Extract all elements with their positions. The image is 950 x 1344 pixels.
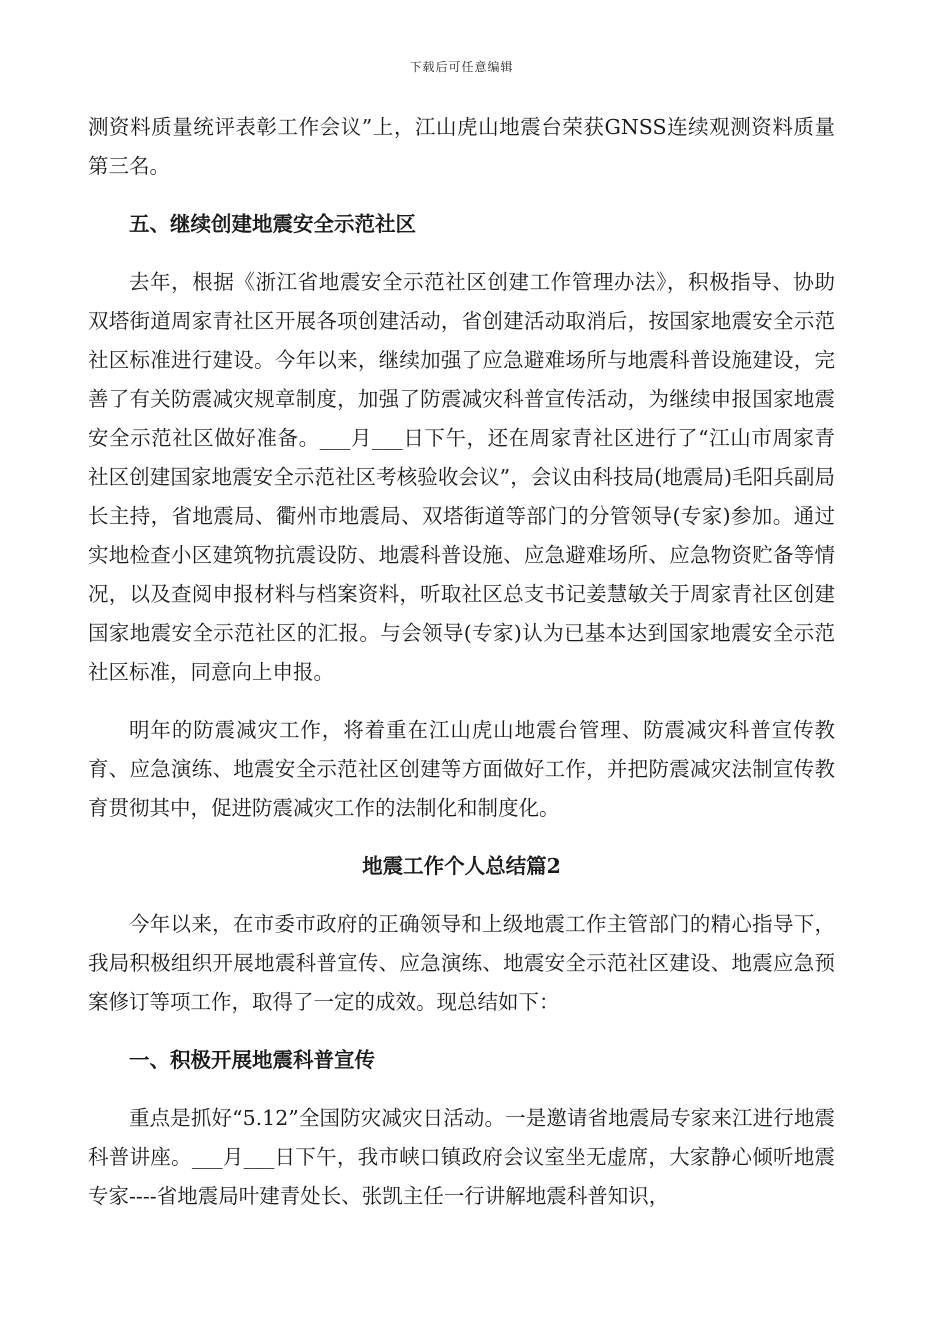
section-heading-5: 五、继续创建地震安全示范社区 bbox=[129, 212, 416, 236]
paragraph-community: 去年，根据《浙江省地震安全示范社区创建工作管理办法》，积极指导、协助双塔街道周家青社区开展各项创建活动，省创建活动取消后，按国家地震安全示范社区标准进行建设。今年以来，继续加强了应急避难场所与地震科普设施建设，完善了有关防震减灾规章制度，加强了防震减灾科普宣传活动，为继续申报国家地震安全示范社区做好准备。___月___日下午，还在周家青社区进行了“江山市周家青社区创建国家地震安全示范社区考核验收会议”，会议由科技局(地震局)毛阳兵副局长主持，省地震局、衢州市地震局、双塔街道等部门的分管领导(专家)参加。通过实地检查小区建筑物抗震设防、地震科普设施、应急避难场所、应急物资贮备等情况，以及查阅申报材料与档案资料，听取社区总支书记姜慧敏关于周家青社区创建国家地震安全示范社区的汇报。与会领导(专家)认为已基本达到国家地震安全示范社区标准，同意向上申报。 bbox=[88, 270, 835, 684]
article-title-2: 地震工作个人总结篇2 bbox=[362, 854, 561, 878]
paragraph-continued: 测资料质量统评表彰工作会议”上，江山虎山地震台荣获GNSS连续观测资料质量第三名。 bbox=[88, 115, 835, 178]
paragraph-science-outreach: 重点是抓好“5.12”全国防灾减灾日活动。一是邀请省地震局专家来江进行地震科普讲座。___月___日下午，我市峡口镇政府会议室坐无虚席，大家静心倾听地震专家----省地震局叶建青处长、张凯主任一行讲解地震科普知识， bbox=[88, 1106, 835, 1208]
paragraph-intro: 今年以来，在市委市政府的正确领导和上级地震工作主管部门的精心指导下，我局积极组织开展地震科普宣传、应急演练、地震安全示范社区建设、地震应急预案修订等项工作，取得了一定的成效。现总结如下： bbox=[88, 912, 835, 1014]
section-heading-1: 一、积极开展地震科普宣传 bbox=[129, 1048, 375, 1072]
document-body bbox=[88, 108, 835, 1216]
paragraph-next-year: 明年的防震减灾工作，将着重在江山虎山地震台管理、防震减灾科普宣传教育、应急演练、地震安全示范社区创建等方面做好工作，并把防震减灾法制宣传教育贯彻其中，促进防震减灾工作的法制化和制度化。 bbox=[88, 718, 835, 820]
page-header-note: 下载后可任意编辑 bbox=[409, 60, 514, 74]
